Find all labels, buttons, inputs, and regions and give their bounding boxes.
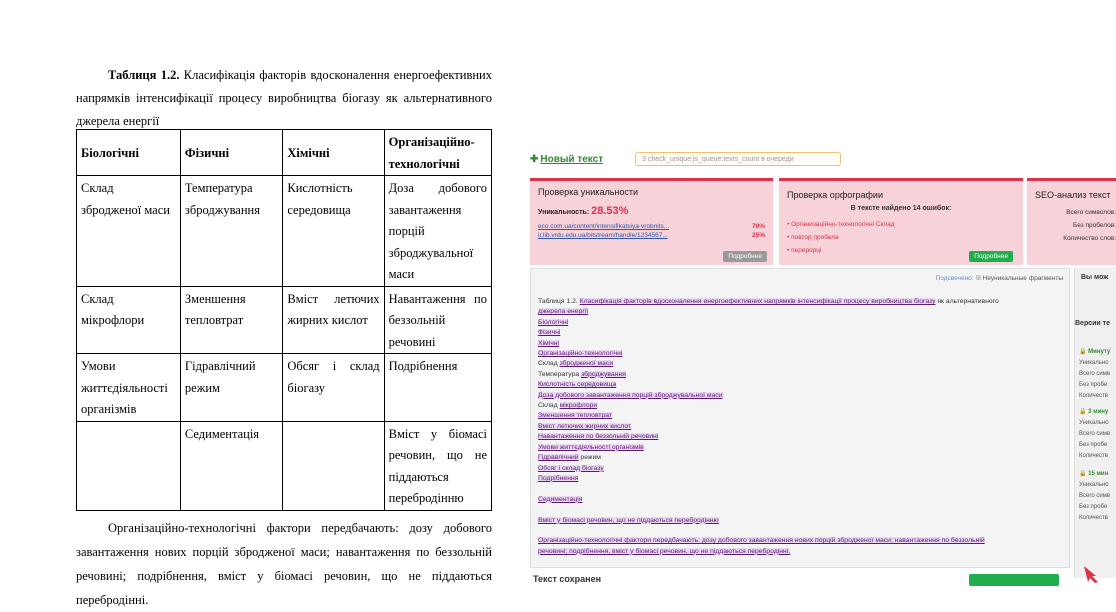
non-unique-fragment: Вміст у біомасі речовин, що не піддаються перебродінню (538, 516, 719, 524)
uniqueness-score (538, 205, 628, 217)
version-stat: Всего симв (1079, 371, 1111, 377)
spelling-error-item[interactable]: • повтор пробела (787, 234, 839, 241)
non-unique-fragment: Класифікація факторів вдосконалення енергоефективних напрямків інтенсифікації процесу виробництва біогазу (579, 298, 936, 305)
text-fragment: як альтернативного (935, 298, 999, 305)
version-stat: Без пробе (1079, 442, 1108, 448)
non-unique-fragment: речовині; подрібнення, вміст у біомасі речовин, що не піддаються перебродінні. (538, 547, 791, 555)
header-cell: Організаційно-технологічні (384, 130, 491, 176)
source-link[interactable]: ir.lib.vntu.edu.ua/bitstream/handle/1234567... (538, 232, 668, 239)
table-cell: Доза добового завантаження порцій зброджувальної маси (384, 176, 491, 287)
uniqueness-label: Уникальность: (538, 209, 590, 216)
text-line (538, 359, 1053, 369)
uniqueness-panel (530, 178, 773, 265)
table-cell: Склад мікрофлори (77, 286, 181, 354)
text-fragment: Склад (538, 360, 560, 368)
text-line (538, 536, 1053, 546)
non-unique-fragment: Кислотність середовища (538, 381, 617, 389)
version-stat: Уникально (1079, 420, 1109, 426)
saved-status: Текст сохранен (533, 574, 602, 584)
header-cell: Хімічні (283, 130, 384, 176)
text-line (538, 495, 1053, 505)
non-unique-fragment: Обсяг і склад біогазу (538, 464, 604, 472)
text-line (538, 297, 1053, 307)
versions-sidebar (1074, 268, 1116, 578)
non-unique-fragment: зброджування (581, 370, 626, 378)
text-line (538, 422, 1053, 432)
spelling-details-button[interactable]: Подробнее (969, 251, 1013, 262)
seo-title: SEO-анализ текст (1035, 190, 1111, 200)
non-unique-fragment: Умови життєдіяльності організмів (538, 443, 644, 451)
uniqueness-value: 28.53% (591, 205, 629, 217)
non-unique-fragment: Навантаження по беззольній речовині (538, 433, 659, 441)
source-percent: 70% (751, 223, 765, 230)
spelling-found: В тексте найдено 14 ошибок: (850, 205, 952, 212)
text-line (538, 516, 1053, 526)
version-stat: Количеств (1079, 393, 1108, 399)
non-unique-fragment: Фізичні (538, 329, 561, 337)
spelling-panel (779, 178, 1023, 265)
sidebar-note: Вы мож (1081, 274, 1109, 281)
source-link[interactable]: eco.com.ua/content/intensifikatsiya-vrobnits... (538, 223, 670, 230)
text-fragment: Таблиця 1.2. (538, 298, 580, 305)
legend-highlighted: Подсвечено: (935, 275, 974, 282)
seo-stat: Без пробелов: (1072, 222, 1116, 229)
non-unique-fragment: Гідравлічний (538, 454, 579, 462)
text-line (538, 411, 1053, 421)
legend-label: Неуникальные фрагменты (982, 275, 1063, 282)
text-fragment: режим (578, 454, 601, 462)
text-line (538, 401, 1053, 411)
table-cell: Навантаження по беззольній речовині (384, 286, 491, 354)
spelling-error-item[interactable]: • Организаційно-технологічні Склад (787, 221, 895, 228)
non-unique-fragment: джерела енергії (538, 308, 589, 316)
table-cell: Температура зброджування (180, 176, 282, 287)
text-line (538, 526, 1053, 536)
seo-panel (1027, 178, 1116, 265)
version-stat: Уникально (1079, 360, 1109, 366)
text-line (538, 370, 1053, 380)
non-unique-fragment: збродженої маси (559, 360, 614, 368)
queue-status: 3 check_unique:js_queue:texts_count в очереди (635, 152, 841, 166)
table-cell: Гідравлічний режим (180, 354, 282, 422)
checked-text-box[interactable] (530, 268, 1070, 568)
text-line (538, 307, 1053, 317)
table-row (77, 354, 492, 422)
text-line (538, 391, 1053, 401)
version-time[interactable]: 🔒 Минуту (1079, 349, 1111, 355)
text-line (538, 349, 1053, 359)
caption-number: Таблиця 1.2. (108, 68, 180, 82)
text-line (538, 453, 1053, 463)
version-stat: Без пробе (1079, 382, 1108, 388)
text-check-app (527, 150, 1116, 586)
non-unique-fragment: мікрофлори (559, 402, 598, 410)
versions-title: Версии те (1075, 320, 1110, 327)
body-paragraph: Організаційно-технологічні фактори передбачають: дозу добового завантаження нових порцій збродженої маси; навантаження по беззольній речовині; подрібнення, вміст у біомасі речовин, що не піддаються перебродінні. (76, 521, 492, 607)
factors-table (76, 129, 492, 511)
version-stat: Без пробе (1079, 504, 1108, 510)
table-cell: Подрібнення (384, 354, 491, 422)
seo-stat: Количество слов: (1063, 235, 1116, 242)
cursor-icon (1082, 562, 1110, 584)
non-unique-fragment: Біологічні (538, 318, 569, 326)
checked-text (538, 297, 1053, 557)
table-row (77, 421, 492, 510)
non-unique-fragment: Організаційно-технологічні (538, 350, 623, 358)
version-time[interactable]: 🔒 15 мин (1079, 471, 1109, 477)
text-line (538, 328, 1053, 338)
table-cell: Вміст у біомасі речовин, що не піддаються перебродінню (384, 421, 491, 510)
text-line (538, 443, 1053, 453)
header-cell: Біологічні (77, 130, 181, 176)
text-line (538, 380, 1053, 390)
document-page (0, 0, 520, 607)
table-cell: Седиментація (180, 421, 282, 510)
header-cell: Фізичні (180, 130, 282, 176)
new-text-link[interactable] (530, 154, 603, 165)
text-line (538, 464, 1053, 474)
text-line (538, 484, 1053, 494)
version-stat: Количеств (1079, 453, 1108, 459)
table-cell: Вміст летючих жирних кислот (283, 286, 384, 354)
plus-icon: ✚ (530, 154, 539, 165)
text-line (538, 432, 1053, 442)
spelling-title: Проверка орфографии (787, 190, 883, 200)
text-fragment: Температура (538, 370, 582, 378)
version-stat: Всего симв (1079, 493, 1111, 499)
version-stat: Уникально (1079, 482, 1109, 488)
non-unique-fragment: Седиментація (538, 495, 583, 503)
text-fragment: Склад (538, 402, 560, 410)
caption-text: Класифікація факторів вдосконалення енергоефективних напрямків інтенсифікації процесу виробництва біогазу як альтернативного джерела енергії (76, 68, 492, 128)
text-line (538, 318, 1053, 328)
seo-stat: Всего символов: (1066, 209, 1116, 216)
non-unique-fragment: Зменшення тепловтрат (538, 412, 613, 420)
table-row (77, 176, 492, 287)
green-action-button[interactable] (969, 574, 1059, 586)
table-caption (76, 64, 492, 133)
spelling-error-item[interactable]: • перерорці (787, 247, 822, 254)
table-cell (77, 421, 181, 510)
non-unique-fragment: Вміст летючих жирних кислот (538, 422, 632, 430)
version-stat: Количеств (1079, 515, 1108, 521)
version-stat: Всего симв (1079, 431, 1111, 437)
new-text-label: Новый текст (540, 154, 604, 165)
highlight-legend (936, 275, 1063, 282)
text-line (538, 505, 1053, 515)
table-cell (283, 421, 384, 510)
table-cell: Обсяг і склад біогазу (283, 354, 384, 422)
legend-swatch (976, 275, 981, 280)
uniqueness-details-button[interactable]: Подробнее (723, 251, 767, 262)
text-line (538, 339, 1053, 349)
table-cell: Склад збродженої маси (77, 176, 181, 287)
version-time[interactable]: 🔒 3 мину (1079, 409, 1109, 415)
table-cell: Зменшення тепловтрат (180, 286, 282, 354)
text-line (538, 474, 1053, 484)
table-cell: Умови життєдіяльності організмів (77, 354, 181, 422)
source-percent: 25% (751, 232, 765, 239)
non-unique-fragment: Подрібнення (538, 474, 579, 482)
non-unique-fragment: Організаційно-технологічні фактори передбачають: дозу добового завантаження нових порцій збродженої маси; навантаження по беззольній (538, 537, 985, 545)
table-row (77, 286, 492, 354)
uniqueness-title: Проверка уникальности (538, 187, 639, 197)
text-line (538, 547, 1053, 557)
table-cell: Кислотність середовища (283, 176, 384, 287)
non-unique-fragment: Хімічні (538, 339, 560, 347)
table-header-row (77, 130, 492, 176)
non-unique-fragment: Доза добового завантаження порцій зброджувальної маси (538, 391, 723, 399)
